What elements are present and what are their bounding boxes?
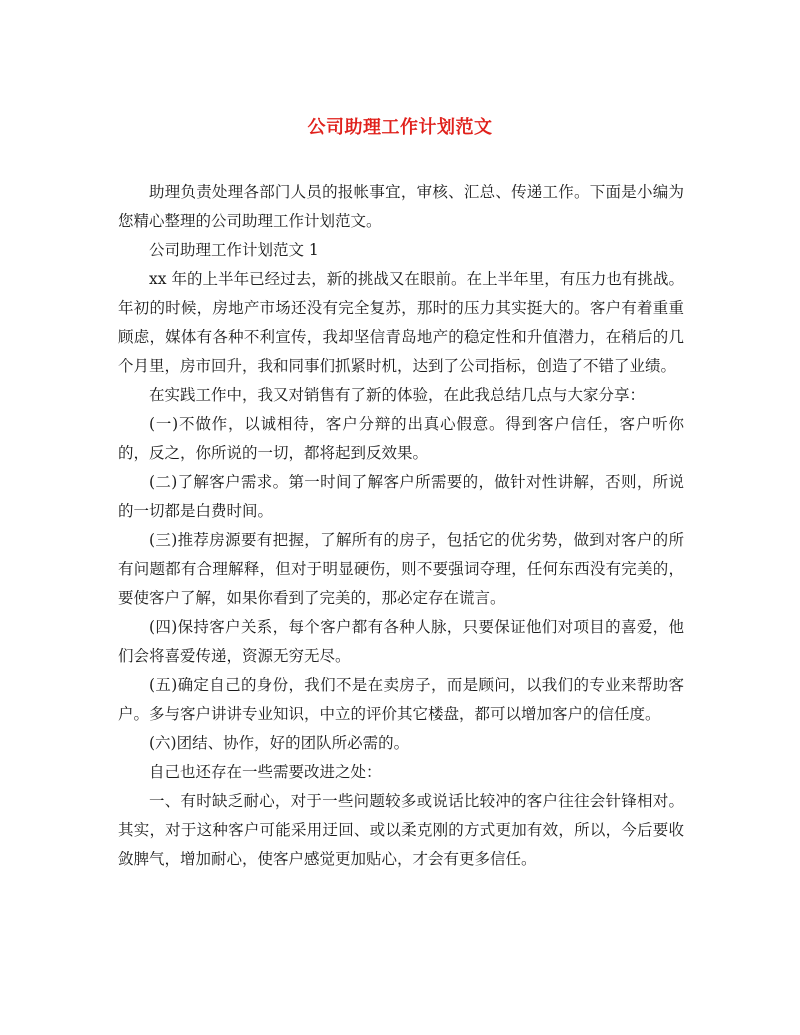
list-item: (三)推荐房源要有把握，了解所有的房子，包括它的优劣势，做到对客户的所有问题都有合理解释，但对于明显硬伤，则不要强词夺理，任何东西没有完美的，要使客户了解，如果你看到了完美的，那必定存在谎言。 <box>118 531 684 607</box>
section-heading: 公司助理工作计划范文 1 <box>149 241 319 259</box>
body-paragraph: 自己也还存在一些需要改进之处： <box>149 763 382 781</box>
list-item: (二)了解客户需求。第一时间了解客户所需要的，做针对性讲解，否则，所说的一切都是白费时间。 <box>118 473 684 520</box>
list-item: (六)团结、协作，好的团队所必需的。 <box>149 734 410 752</box>
intro-paragraph: 助理负责处理各部门人员的报帐事宜，审核、汇总、传递工作。下面是小编为您精心整理的公司助理工作计划范文。 <box>118 183 684 230</box>
document-body <box>118 178 684 874</box>
body-paragraph: xx 年的上半年已经过去，新的挑战又在眼前。在上半年里，有压力也有挑战。年初的时候，房地产市场还没有完全复苏，那时的压力其实挺大的。客户有着重重顾虑，媒体有各种不利宣传，我却坚信青岛地产的稳定性和升值潜力，在稍后的几个月里，房市回升，我和同事们抓紧时机，达到了公司指标，创造了不错了业绩。 <box>118 270 684 375</box>
list-item: (四)保持客户关系，每个客户都有各种人脉，只要保证他们对项目的喜爱，他们会将喜爱传递，资源无穷无尽。 <box>118 618 684 665</box>
body-paragraph: 在实践工作中，我又对销售有了新的体验，在此我总结几点与大家分享： <box>149 386 646 404</box>
document-title: 公司助理工作计划范文 <box>307 117 493 138</box>
list-item: (一)不做作，以诚相待，客户分辩的出真心假意。得到客户信任，客户听你的，反之，你所说的一切，都将起到反效果。 <box>118 415 684 462</box>
list-item: (五)确定自己的身份，我们不是在卖房子，而是顾问，以我们的专业来帮助客户。多与客户讲讲专业知识，中立的评价其它楼盘，都可以增加客户的信任度。 <box>118 676 684 723</box>
body-paragraph: 一、有时缺乏耐心，对于一些问题较多或说话比较冲的客户往往会针锋相对。其实，对于这种客户可能采用迂回、或以柔克刚的方式更加有效，所以，今后要收敛脾气，增加耐心，使客户感觉更加贴心，才会有更多信任。 <box>118 792 684 868</box>
